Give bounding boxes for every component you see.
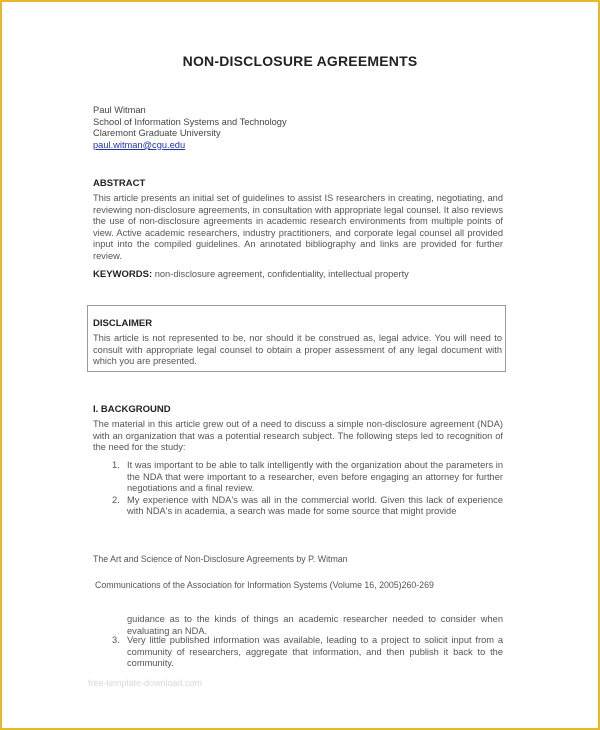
author-block	[93, 105, 287, 151]
list-item-continuation: guidance as to the kinds of things an academic researcher needed to consider when evaluating an NDA.	[127, 614, 503, 636]
list-item-text: My experience with NDA's was all in the commercial world. Given this lack of experience with NDA's in academia, a search was made for some source that might provide	[127, 494, 503, 517]
document-title: NON-DISCLOSURE AGREEMENTS	[182, 53, 418, 69]
list-item-number: 3.	[112, 635, 120, 645]
keywords-text: non-disclosure agreement, confidentiality, intellectual property	[154, 269, 409, 279]
list-item	[112, 635, 503, 670]
list-item	[112, 495, 503, 518]
background-heading: I. BACKGROUND	[93, 404, 171, 415]
list-item-text: It was important to be able to talk intelligently with the organization about the parameters in the NDA that were important to a researcher, even before engaging an attorney for further negotiations and a final review.	[127, 460, 503, 494]
author-university: Claremont Graduate University	[93, 128, 221, 139]
keywords-label: KEYWORDS:	[93, 269, 153, 280]
list-item-number: 1.	[112, 460, 120, 470]
running-title: The Art and Science of Non-Disclosure Agreements by P. Witman	[93, 554, 348, 564]
disclaimer-text: This article is not represented to be, nor should it be construed as, legal advice. You will need to consult with appropriate legal counsel to obtain a proper assessment of any legal document with which you are presented.	[93, 333, 502, 367]
background-list-continued	[112, 635, 503, 670]
keywords-line	[93, 269, 409, 280]
disclaimer-box	[87, 305, 506, 372]
list-item-number: 2.	[112, 494, 120, 505]
abstract-heading: ABSTRACT	[93, 178, 146, 189]
author-name: Paul Witman	[93, 105, 146, 115]
background-intro: The material in this article grew out of a need to discuss a simple non-disclosure agreement (NDA) with an organization that was a potential research subject. The following steps led to recognition of the need for the study:	[93, 419, 503, 453]
journal-citation: Communications of the Association for Information Systems (Volume 16, 2005)260-269	[95, 580, 434, 590]
author-email-link[interactable]: paul.witman@cgu.edu	[93, 139, 186, 150]
disclaimer-heading: DISCLAIMER	[93, 318, 153, 329]
author-school: School of Information Systems and Technology	[93, 116, 287, 127]
list-item-text: Very little published information was available, leading to a project to solicit input from a community of researchers, aggregate that information, and then publish it back to the community.	[127, 635, 503, 669]
background-list	[112, 460, 503, 518]
abstract-text: This article presents an initial set of guidelines to assist IS researchers in creating, negotiating, and reviewing non-disclosure agreements, in consultation with appropriate legal counsel. It also reviews the use of non-disclosure agreements in academic research environments from multiple points of view. Active academic researchers, industry practitioners, and corporate legal counsel all provided input into the compiled guidelines. An annotated bibliography and links are provided for further review.	[93, 193, 503, 261]
watermark: free-template-download.com	[88, 678, 203, 688]
list-item	[112, 460, 503, 495]
